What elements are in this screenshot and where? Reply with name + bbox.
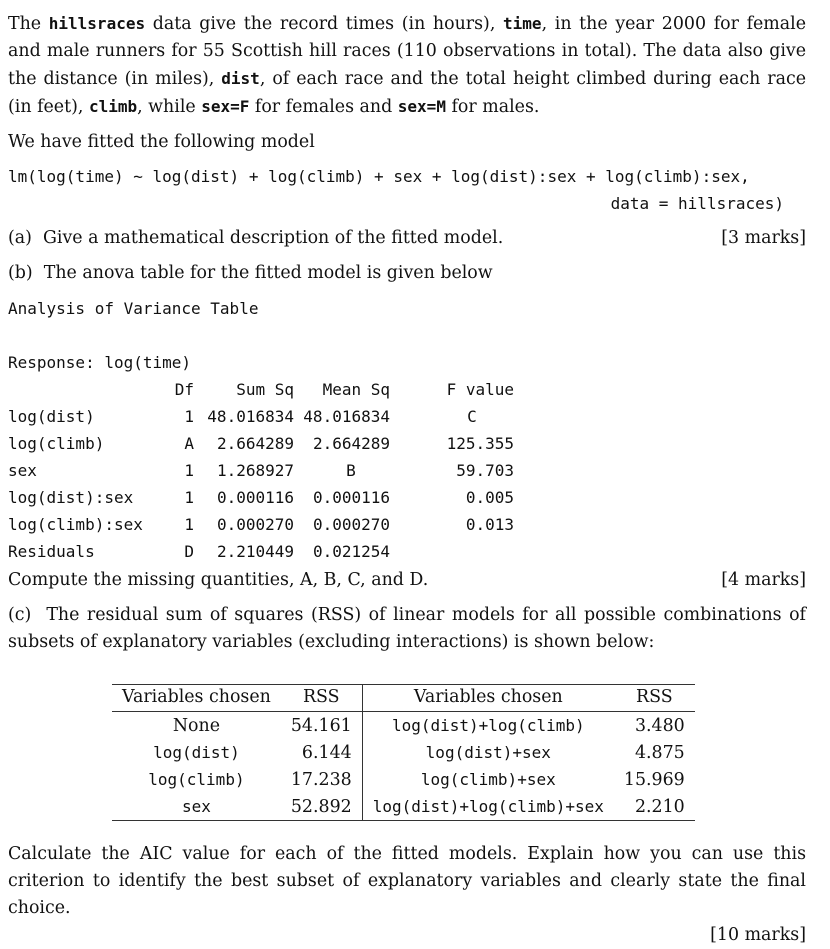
intro-paragraph: The hillsraces data give the record times (in hours), time, in the year 2000 for female and male runners for 55 Scottish hill races (110 observations in total). The data also give the distance (in miles), dist, of each race and the total height climbed during each race (in feet), climb, while sex=F for females and sex=M for males. — [8, 14, 807, 117]
code-dataset-name: hillsraces — [48, 14, 146, 33]
part-a-marks: [3 marks] — [721, 228, 806, 248]
anova-title: Analysis of Variance Table — [8, 299, 259, 318]
anova-row: log(climb) A 2.664289 2.664289 125.355 — [8, 434, 514, 453]
anova-header-f: F value — [446, 380, 514, 399]
exam-page — [8, 10, 812, 949]
table-row: log(climb) 17.238 log(climb)+sex 15.969 — [112, 766, 695, 793]
part-b — [8, 260, 806, 287]
part-c-question: Calculate the AIC value for each of the fitted models. Explain how you can use this criterion to identify the best subset of explanatory variables and clearly state the final choice. — [8, 844, 806, 918]
anova-response: Response: log(time) — [8, 353, 192, 372]
code-sex-f: sex=F — [201, 97, 250, 116]
rss-header-row: Variables chosen RSS Variables chosen RSS — [112, 685, 695, 712]
anova-header-ss: Sum Sq — [236, 380, 294, 399]
part-b-text: (b) The anova table for the fitted model is given below — [8, 263, 493, 283]
table-row: log(dist) 6.144 log(dist)+sex 4.875 — [112, 739, 695, 766]
code-time: time — [503, 14, 542, 33]
anova-table — [8, 295, 806, 565]
part-c-marks-wrap — [8, 922, 806, 949]
part-c-marks: [10 marks] — [710, 925, 806, 945]
anova-header-row — [8, 376, 806, 403]
part-c-text: (c) The residual sum of squares (RSS) of linear models for all possible combinations of subsets of explanatory variables (excluding interactions) is shown below: — [8, 605, 812, 652]
anova-row: log(dist) 1 48.016834 48.016834 C — [8, 407, 477, 426]
anova-header-df: Df — [174, 380, 194, 399]
anova-row: log(dist):sex 1 0.000116 0.000116 0.005 — [8, 488, 514, 507]
rss-table — [112, 684, 695, 821]
code-climb: climb — [88, 97, 138, 116]
code-sex-m: sex=M — [397, 97, 446, 116]
table-row: None 54.161 log(dist)+log(climb) 3.480 — [112, 712, 695, 740]
anova-header-ms: Mean Sq — [322, 380, 390, 399]
part-a — [8, 225, 806, 252]
model-code — [8, 163, 806, 217]
anova-row: sex 1 1.268927 B 59.703 — [8, 461, 514, 480]
part-a-text: (a) Give a mathematical description of the fitted model. — [8, 228, 504, 248]
model-intro: We have fitted the following model — [8, 132, 315, 152]
part-b-question — [8, 567, 806, 594]
anova-row: log(climb):sex 1 0.000270 0.000270 0.013 — [8, 515, 514, 534]
part-b-marks: [4 marks] — [721, 570, 806, 590]
table-row: sex 52.892 log(dist)+log(climb)+sex 2.210 — [112, 793, 695, 821]
part-b-question-text: Compute the missing quantities, A, B, C, and D. — [8, 570, 429, 590]
code-dist: dist — [221, 69, 260, 88]
model-code-line1: lm(log(time) ~ log(dist) + log(climb) + sex + log(dist):sex + log(climb):sex, — [8, 167, 750, 186]
anova-row: Residuals D 2.210449 0.021254 — [8, 542, 390, 561]
model-code-line2: data = hillsraces) — [610, 194, 784, 213]
